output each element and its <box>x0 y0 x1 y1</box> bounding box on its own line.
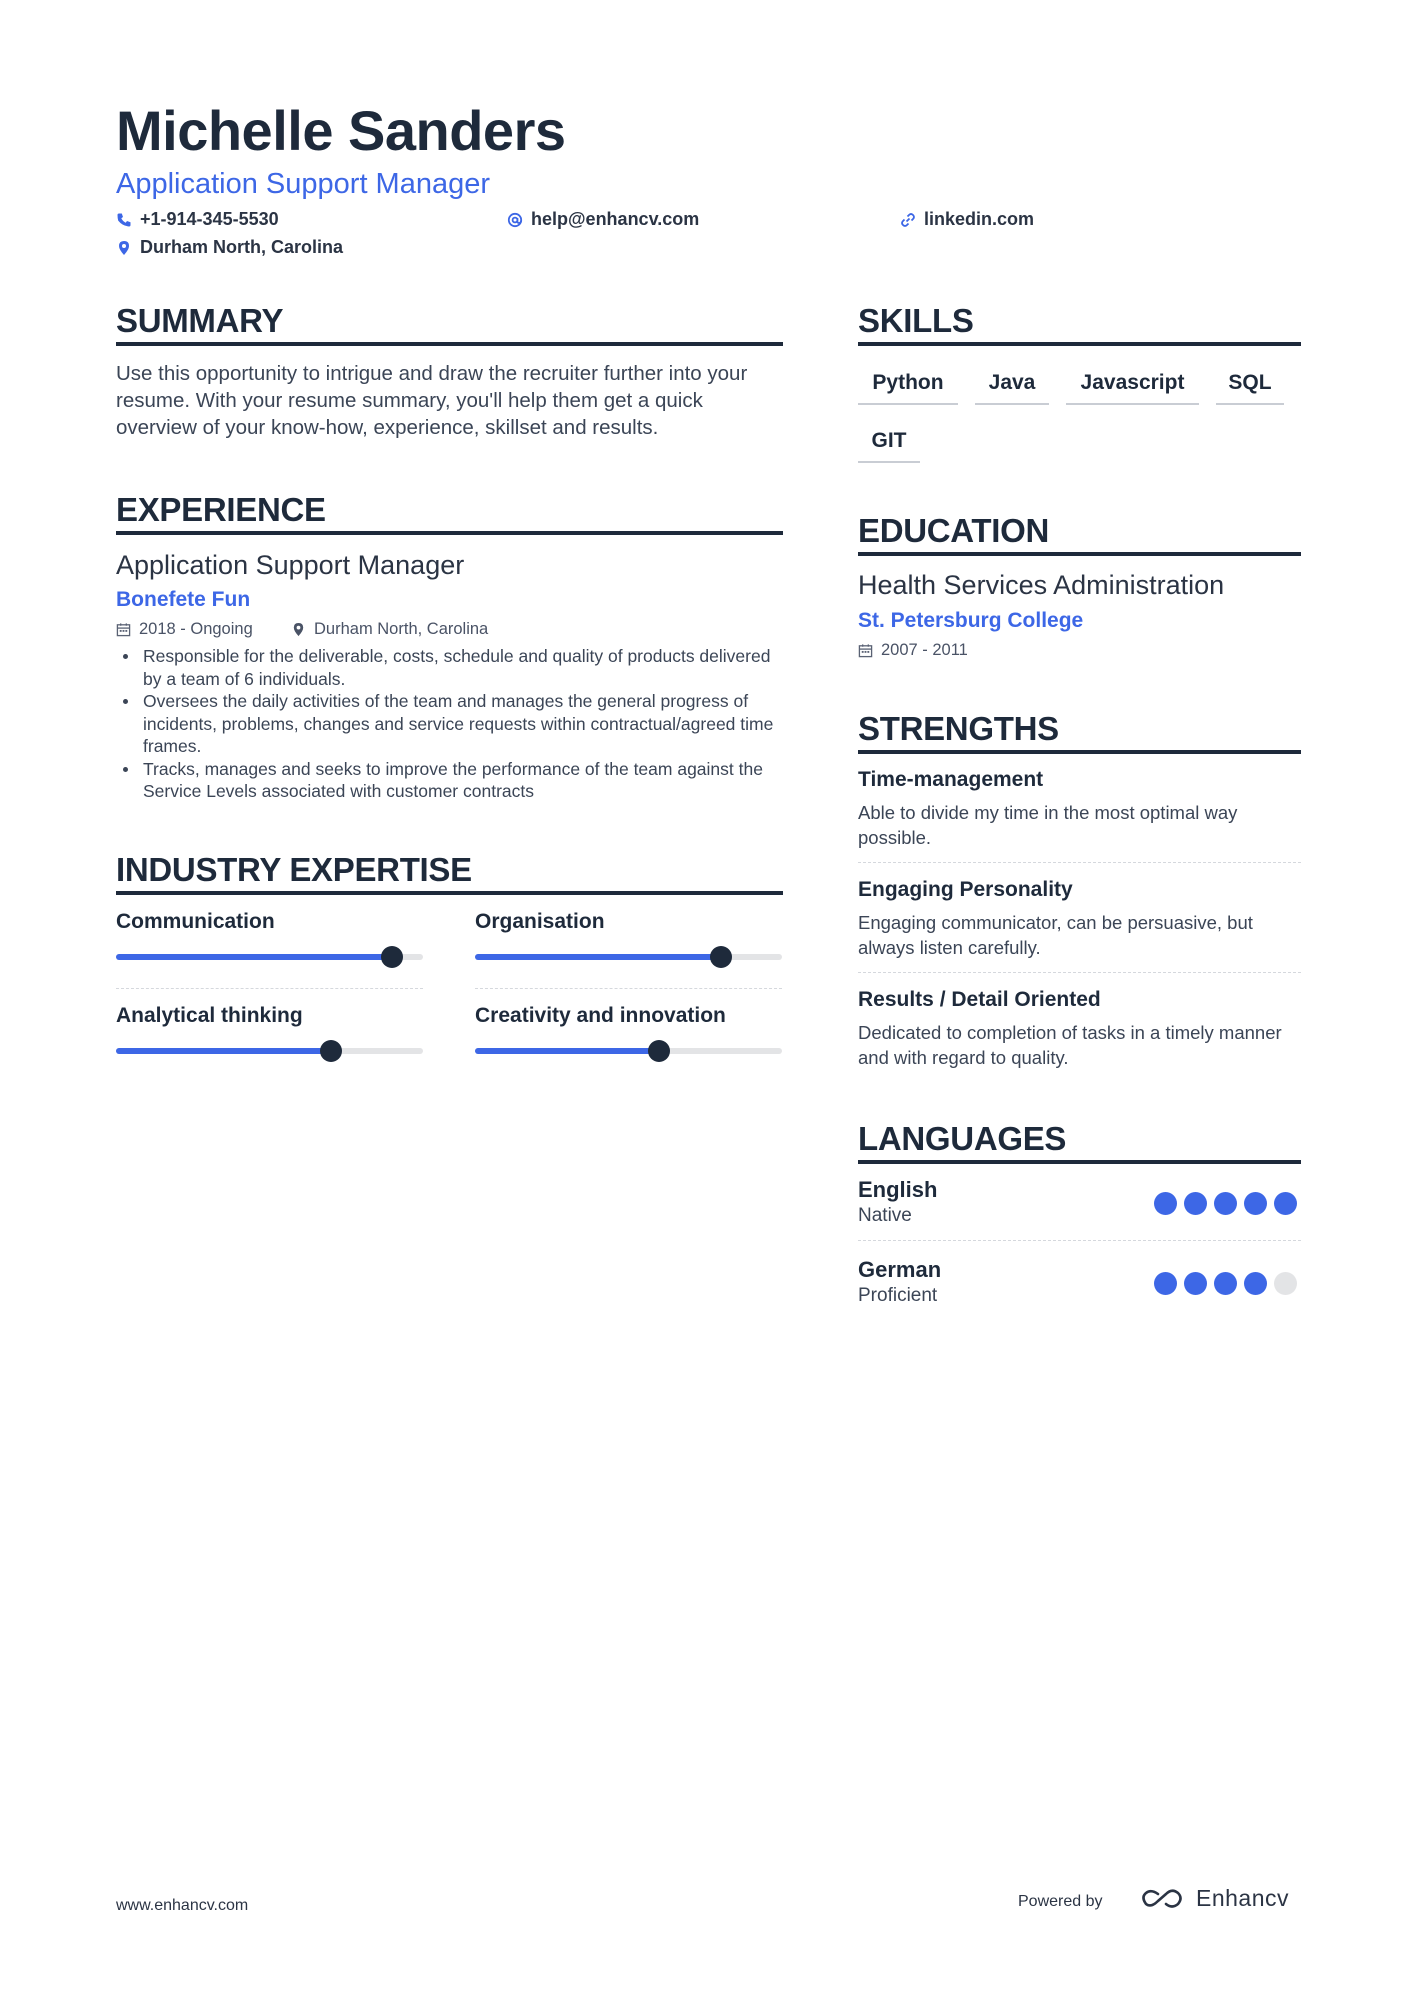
expertise-bar <box>116 1048 423 1054</box>
expertise-label: Analytical thinking <box>116 1004 303 1027</box>
edu-school[interactable]: St. Petersburg College <box>858 609 1084 632</box>
location-icon <box>116 240 132 256</box>
job-company[interactable]: Bonefete Fun <box>116 588 251 611</box>
skills-heading: SKILLS <box>858 302 974 339</box>
divider <box>858 972 1301 973</box>
rating-dot <box>1274 1272 1297 1295</box>
job-title: Application Support Manager <box>116 550 465 580</box>
experience-rule <box>116 531 783 535</box>
email-icon <box>507 212 523 228</box>
phone-icon <box>116 212 132 228</box>
expertise-item <box>475 1004 782 1028</box>
rating-dot <box>1274 1192 1297 1215</box>
location-text: Durham North, Carolina <box>140 237 344 257</box>
language-name: German <box>858 1257 942 1282</box>
rating-dot <box>1214 1272 1237 1295</box>
rating-dot <box>1154 1272 1177 1295</box>
expertise-bar-fill <box>116 954 392 960</box>
linkedin-text: linkedin.com <box>924 209 1035 229</box>
link-icon <box>900 212 916 228</box>
rating-dot <box>1184 1272 1207 1295</box>
languages-heading: LANGUAGES <box>858 1120 1067 1157</box>
language-level: Proficient <box>858 1285 938 1306</box>
powered-by: Powered by <box>1018 1893 1103 1910</box>
summary-heading: SUMMARY <box>116 302 284 339</box>
expertise-bar-fill <box>116 1048 331 1054</box>
location-icon <box>291 622 306 637</box>
divider <box>475 988 782 989</box>
contact-phone[interactable] <box>116 209 279 230</box>
job-bullet: Oversees the daily activities of the team and manages the general progress of incidents, problems, changes and service requests within contractual/agreed time frames. <box>116 690 786 758</box>
strengths-heading: STRENGTHS <box>858 710 1059 747</box>
calendar-icon <box>116 622 131 637</box>
skills-rule <box>858 342 1301 346</box>
education-heading: EDUCATION <box>858 512 1050 549</box>
candidate-role: Application Support Manager <box>116 168 491 200</box>
phone-text: +1-914-345-5530 <box>140 209 279 229</box>
skill-tag: Javascript <box>1066 371 1199 405</box>
divider <box>858 862 1301 863</box>
strength-desc: Able to divide my time in the most optimal way possible. <box>858 802 1238 848</box>
job-location-text: Durham North, Carolina <box>314 620 489 638</box>
expertise-bar-knob <box>381 946 403 968</box>
job-bullet: Tracks, manages and seeks to improve the performance of the team against the Service Levels associated with customer contracts <box>116 758 786 803</box>
edu-degree: Health Services Administration <box>858 570 1225 600</box>
enhancv-logo-icon <box>1138 1886 1186 1912</box>
expertise-bar-knob <box>710 946 732 968</box>
skill-tag: Java <box>975 371 1049 405</box>
language-level: Native <box>858 1205 912 1226</box>
edu-dates <box>858 641 968 660</box>
job-bullet: Responsible for the deliverable, costs, schedule and quality of products delivered by a team of 6 individuals. <box>116 645 786 690</box>
experience-heading: EXPERIENCE <box>116 491 326 528</box>
expertise-bar <box>475 954 782 960</box>
rating-dot <box>1184 1192 1207 1215</box>
candidate-name: Michelle Sanders <box>116 99 566 162</box>
rating-dot <box>1154 1192 1177 1215</box>
expertise-label: Creativity and innovation <box>475 1004 726 1027</box>
calendar-icon <box>858 643 873 658</box>
language-name: English <box>858 1177 938 1202</box>
skill-tag: SQL <box>1216 371 1284 405</box>
education-rule <box>858 552 1301 556</box>
expertise-label: Communication <box>116 910 275 933</box>
strength-title: Engaging Personality <box>858 878 1073 901</box>
expertise-rule <box>116 891 783 895</box>
rating-dot <box>1244 1272 1267 1295</box>
expertise-item <box>475 910 782 934</box>
expertise-item <box>116 910 423 934</box>
edu-dates-text: 2007 - 2011 <box>881 641 968 659</box>
divider <box>116 988 423 989</box>
job-bullets <box>116 645 786 803</box>
language-rating <box>1154 1272 1297 1295</box>
contact-email[interactable] <box>507 209 699 230</box>
job-dates <box>116 620 253 639</box>
summary-rule <box>116 342 783 346</box>
expertise-bar-knob <box>648 1040 670 1062</box>
job-dates-text: 2018 - Ongoing <box>139 620 253 638</box>
brand-name: Enhancv <box>1196 1885 1290 1911</box>
strength-title: Results / Detail Oriented <box>858 988 1101 1011</box>
strengths-rule <box>858 750 1301 754</box>
email-text: help@enhancv.com <box>531 209 700 229</box>
expertise-bar-fill <box>475 954 721 960</box>
skill-tag: GIT <box>858 429 920 463</box>
brand-logo[interactable] <box>1138 1885 1289 1912</box>
contact-linkedin[interactable] <box>900 209 1034 230</box>
contact-location <box>116 237 343 258</box>
skill-tag: Python <box>858 371 958 405</box>
strength-title: Time-management <box>858 768 1044 791</box>
strength-desc: Engaging communicator, can be persuasive, but always listen carefully. <box>858 912 1253 958</box>
expertise-heading: INDUSTRY EXPERTISE <box>116 851 472 888</box>
rating-dot <box>1244 1192 1267 1215</box>
expertise-bar-fill <box>475 1048 659 1054</box>
language-rating <box>1154 1192 1297 1215</box>
strength-desc: Dedicated to completion of tasks in a timely manner and with regard to quality. <box>858 1022 1282 1068</box>
summary-text: Use this opportunity to intrigue and draw the recruiter further into your resume. With your resume summary, you'll help them get a quick overview of your know-how, experience, skillset and results. <box>116 362 748 439</box>
rating-dot <box>1214 1192 1237 1215</box>
expertise-bar-knob <box>320 1040 342 1062</box>
languages-rule <box>858 1160 1301 1164</box>
footer-url[interactable]: www.enhancv.com <box>116 1897 249 1914</box>
divider <box>858 1240 1301 1241</box>
expertise-item <box>116 1004 423 1028</box>
expertise-label: Organisation <box>475 910 605 933</box>
job-location <box>291 620 488 639</box>
expertise-bar <box>116 954 423 960</box>
expertise-bar <box>475 1048 782 1054</box>
